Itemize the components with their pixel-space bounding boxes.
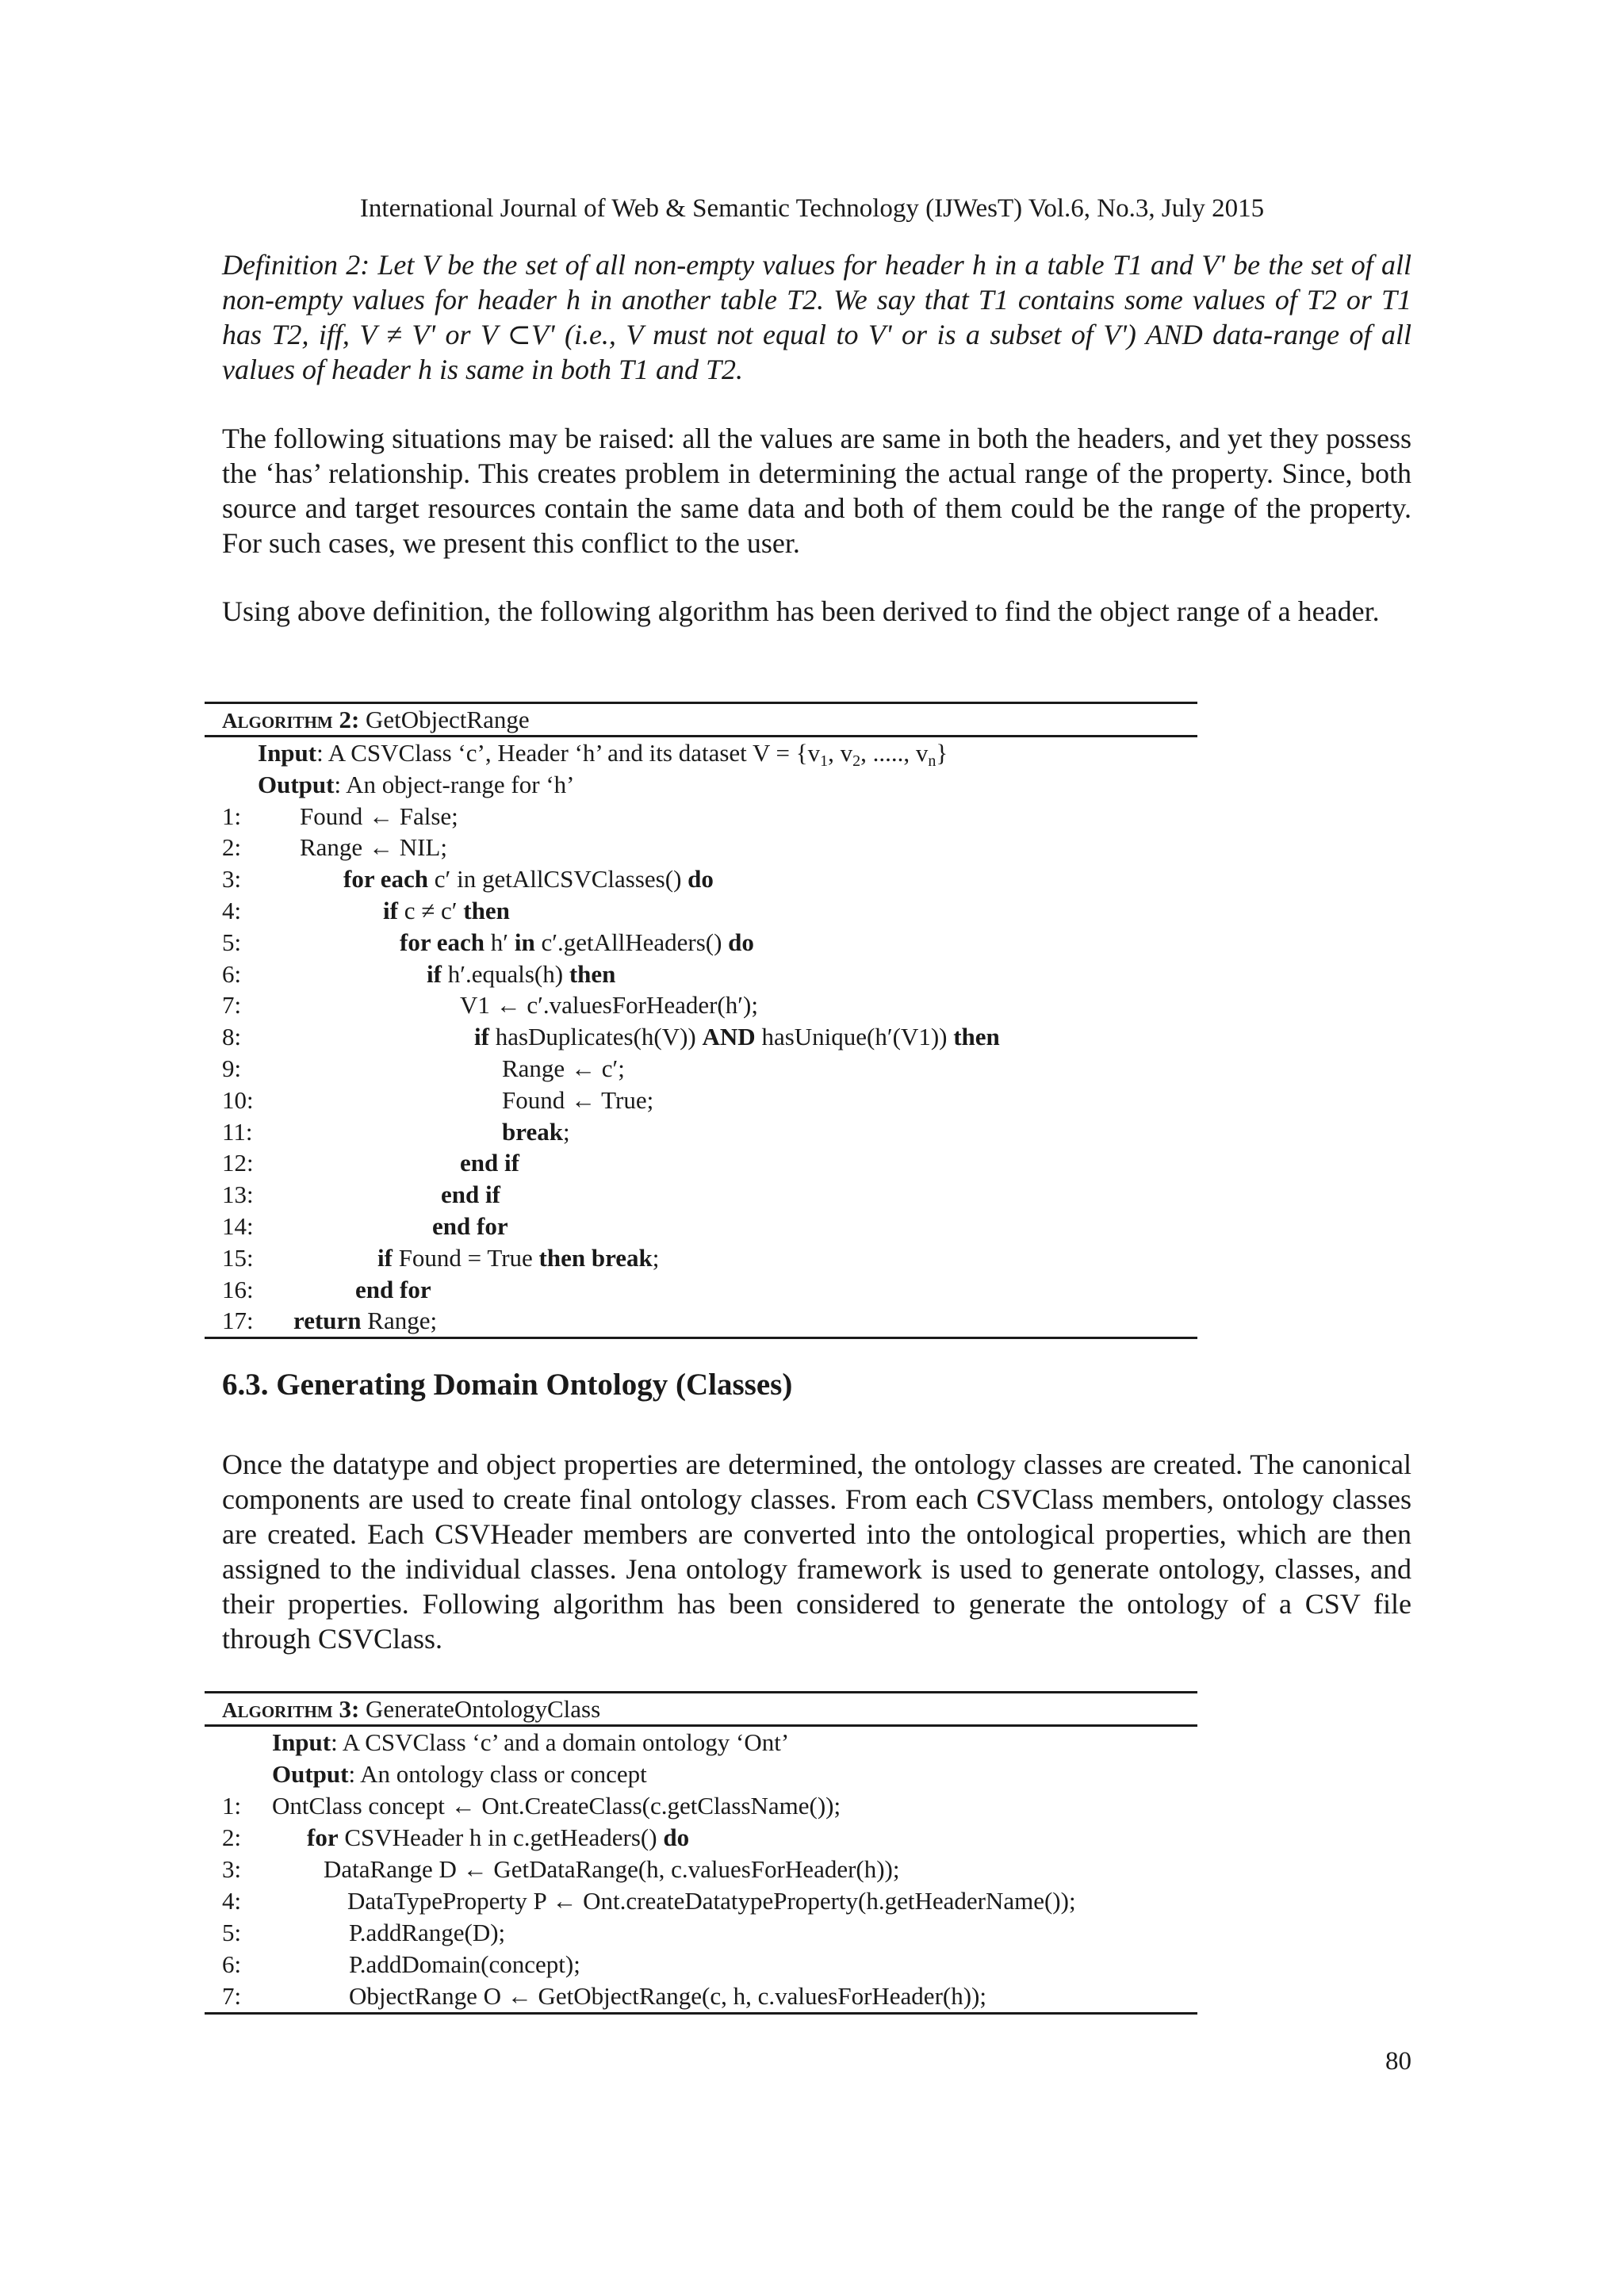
paragraph-ontology: Once the datatype and object properties are determined, the ontology classes are created. The canonical components are used to create final ontology classes. From each CSVClass members, ontology classes are created. Each CSVHeader members are converted into the ontological properties, which are then assigned to the individual classes. Jena ontology framework is used to generate ontology, classes, and their properties. Following algorithm has been considered to generate the ontology of a CSV file through CSVClass.: [222, 1448, 1411, 1655]
line-code: P.addDomain(concept);: [349, 1950, 580, 1978]
keyword: if: [474, 1023, 489, 1051]
line-number: 6:: [222, 959, 242, 988]
algorithm-name: GenerateOntologyClass: [366, 1695, 601, 1723]
line-code: hasUnique(h′(V1)): [755, 1023, 954, 1051]
input-separator: , v: [828, 739, 853, 767]
line-code: Found ← True;: [502, 1085, 654, 1114]
keyword: end if: [460, 1149, 519, 1177]
line-number: 3:: [222, 865, 242, 894]
line-number: 2:: [222, 1823, 242, 1851]
page-number: 80: [1385, 2047, 1411, 2076]
algorithm-line: [205, 863, 1197, 895]
line-number: 4:: [222, 896, 242, 924]
line-code: c′.getAllHeaders(): [534, 928, 729, 956]
line-number: 2:: [222, 833, 242, 862]
algorithm-output-line: [205, 769, 1197, 801]
algorithm-line: [205, 927, 1197, 959]
line-code: Range;: [361, 1307, 438, 1335]
algorithm-2-body: [205, 737, 1197, 1339]
line-number: 5:: [222, 928, 242, 956]
algorithm-label-rest: LGORITHM: [237, 1702, 333, 1721]
line-number: 17:: [222, 1307, 254, 1335]
line-number: 15:: [222, 1243, 254, 1272]
line-number: 13:: [222, 1181, 254, 1209]
keyword: then: [463, 896, 510, 924]
keyword: then: [569, 959, 616, 988]
line-number: 7:: [222, 991, 242, 1020]
algorithm-2-title: [205, 702, 1197, 737]
keyword: for: [307, 1823, 339, 1851]
line-number: 8:: [222, 1023, 242, 1051]
line-code: c ≠ c′: [397, 896, 464, 924]
running-header: International Journal of Web & Semantic Technology (IJWesT) Vol.6, No.3, July 2015: [359, 194, 1265, 223]
line-code: V1 ← c′.valuesForHeader(h′);: [460, 991, 758, 1020]
line-code: Range ← NIL;: [300, 833, 447, 862]
line-number: 1:: [222, 802, 242, 830]
line-number: 9:: [222, 1054, 242, 1082]
line-number: 10:: [222, 1085, 254, 1114]
output-text: : An ontology class or concept: [348, 1760, 647, 1788]
line-code: DataTypeProperty P ← Ont.createDatatypeProperty(h.getHeaderName());: [347, 1887, 1076, 1915]
algorithm-line: [205, 801, 1197, 832]
line-code: h′.equals(h): [441, 959, 569, 988]
algorithm-label-initial: A: [222, 709, 238, 733]
output-keyword: Output: [258, 770, 335, 798]
algorithm-line: [205, 959, 1197, 990]
line-code: OntClass concept ← Ont.CreateClass(c.getClassName());: [272, 1792, 841, 1820]
input-separator: , ....., v: [860, 739, 929, 767]
algorithm-number: 3:: [339, 1695, 360, 1723]
keyword: if: [427, 959, 442, 988]
algorithm-line: [205, 1274, 1197, 1306]
algorithm-2-box: [205, 702, 1197, 1339]
keyword: end for: [355, 1275, 431, 1303]
line-number: 12:: [222, 1149, 254, 1177]
keyword: then break: [538, 1243, 653, 1272]
algorithm-line: [205, 895, 1197, 927]
keyword: for each: [400, 928, 485, 956]
input-end: }: [936, 739, 948, 767]
line-number: 14:: [222, 1211, 254, 1240]
algorithm-input-line: [205, 1727, 1197, 1758]
line-number: 7:: [222, 1982, 242, 2010]
subscript-1: 1: [820, 752, 829, 770]
keyword: end if: [441, 1181, 500, 1209]
definition-2: [222, 247, 1411, 387]
line-number: 16:: [222, 1275, 254, 1303]
definition-label: Definition 2: [222, 249, 361, 281]
line-code: Range ← c′;: [502, 1054, 625, 1082]
line-number: 3:: [222, 1855, 242, 1883]
line-number: 1:: [222, 1792, 242, 1820]
output-text: : An object-range for ‘h’: [334, 770, 575, 798]
algorithm-line: [205, 1211, 1197, 1242]
keyword: for each: [343, 865, 429, 894]
input-text: : A CSVClass ‘c’ and a domain ontology ‘Ont’: [331, 1728, 790, 1756]
keyword: then: [953, 1023, 1000, 1051]
line-code: Found = True: [392, 1243, 539, 1272]
algorithm-line: [205, 1021, 1197, 1053]
algorithm-input-line: [205, 737, 1197, 769]
algorithm-3-title: [205, 1691, 1197, 1727]
keyword: return: [293, 1307, 362, 1335]
line-code: ObjectRange O ← GetObjectRange(c, h, c.valuesForHeader(h));: [349, 1982, 986, 2010]
algorithm-line: [205, 1085, 1197, 1116]
keyword: end for: [432, 1211, 508, 1240]
keyword: AND: [702, 1023, 756, 1051]
line-code: hasDuplicates(h(V)): [488, 1023, 703, 1051]
keyword: in: [514, 928, 535, 956]
algorithm-name: GetObjectRange: [366, 706, 530, 733]
paragraph-situations: The following situations may be raised: all the values are same in both the headers, and yet they possess the ‘has’ relationship. This creates problem in determining the actual range of the property. Since, both source and target resources contain the same data and both of them could be the range of the property. For such cases, we present this conflict to the user.: [222, 423, 1411, 559]
line-number: 5:: [222, 1919, 242, 1946]
algorithm-line: [205, 1116, 1197, 1148]
algorithm-line: [205, 1242, 1197, 1274]
algorithm-line: [205, 1053, 1197, 1085]
input-text: : A CSVClass ‘c’, Header ‘h’ and its dataset V = {v: [316, 739, 821, 767]
line-code: ;: [652, 1243, 660, 1272]
algorithm-line: [205, 1885, 1197, 1917]
algorithm-line: [205, 1179, 1197, 1211]
line-code: h′: [485, 928, 515, 956]
algorithm-line: [205, 1917, 1197, 1949]
subscript-2: 2: [852, 752, 861, 770]
algorithm-line: [205, 1305, 1197, 1337]
keyword: do: [728, 928, 754, 956]
input-keyword: Input: [272, 1728, 331, 1756]
algorithm-number: 2:: [339, 706, 360, 733]
line-number: 4:: [222, 1887, 242, 1915]
output-keyword: Output: [272, 1760, 349, 1788]
keyword: break: [502, 1117, 563, 1146]
line-code: c′ in getAllCSVClasses(): [428, 865, 688, 894]
algorithm-label-rest: LGORITHM: [237, 713, 333, 732]
algorithm-label-initial: A: [222, 1698, 238, 1722]
line-code: ;: [562, 1117, 570, 1146]
subscript-n: n: [928, 752, 936, 770]
line-code: CSVHeader h in c.getHeaders(): [338, 1823, 664, 1851]
line-code: P.addRange(D);: [349, 1919, 506, 1946]
algorithm-line: [205, 1949, 1197, 1980]
keyword: if: [377, 1243, 393, 1272]
algorithm-line: [205, 1854, 1197, 1885]
line-code: DataRange D ← GetDataRange(h, c.valuesForHeader(h));: [324, 1855, 900, 1883]
algorithm-output-line: [205, 1758, 1197, 1790]
keyword: do: [663, 1823, 690, 1851]
algorithm-line: [205, 832, 1197, 863]
algorithm-line: [205, 1147, 1197, 1179]
algorithm-line: [205, 1822, 1197, 1854]
keyword: if: [383, 896, 398, 924]
algorithm-3-body: [205, 1727, 1197, 2015]
section-heading: 6.3. Generating Domain Ontology (Classes): [222, 1368, 793, 1402]
line-number: 11:: [222, 1117, 253, 1146]
algorithm-line: [205, 989, 1197, 1021]
algorithm-line: [205, 1980, 1197, 2012]
keyword: do: [688, 865, 714, 894]
line-number: 6:: [222, 1950, 242, 1978]
algorithm-line: [205, 1790, 1197, 1822]
definition-text: : Let V be the set of all non-empty values for header h in a table T1 and V' be the set of all non-empty values for header h in another table T2. We say that T1 contains some values of T2 or T1 has T2, iff, V ≠ V' or V ⊂V' (i.e., V must not equal to V' or is a subset of V') AND data-range of all values of header h is same in both T1 and T2.: [222, 249, 1411, 385]
input-keyword: Input: [258, 739, 317, 767]
line-code: Found ← False;: [300, 802, 458, 830]
algorithm-3-box: [205, 1691, 1197, 2015]
paragraph-using-definition: Using above definition, the following algorithm has been derived to find the object range of a header.: [222, 595, 1380, 627]
